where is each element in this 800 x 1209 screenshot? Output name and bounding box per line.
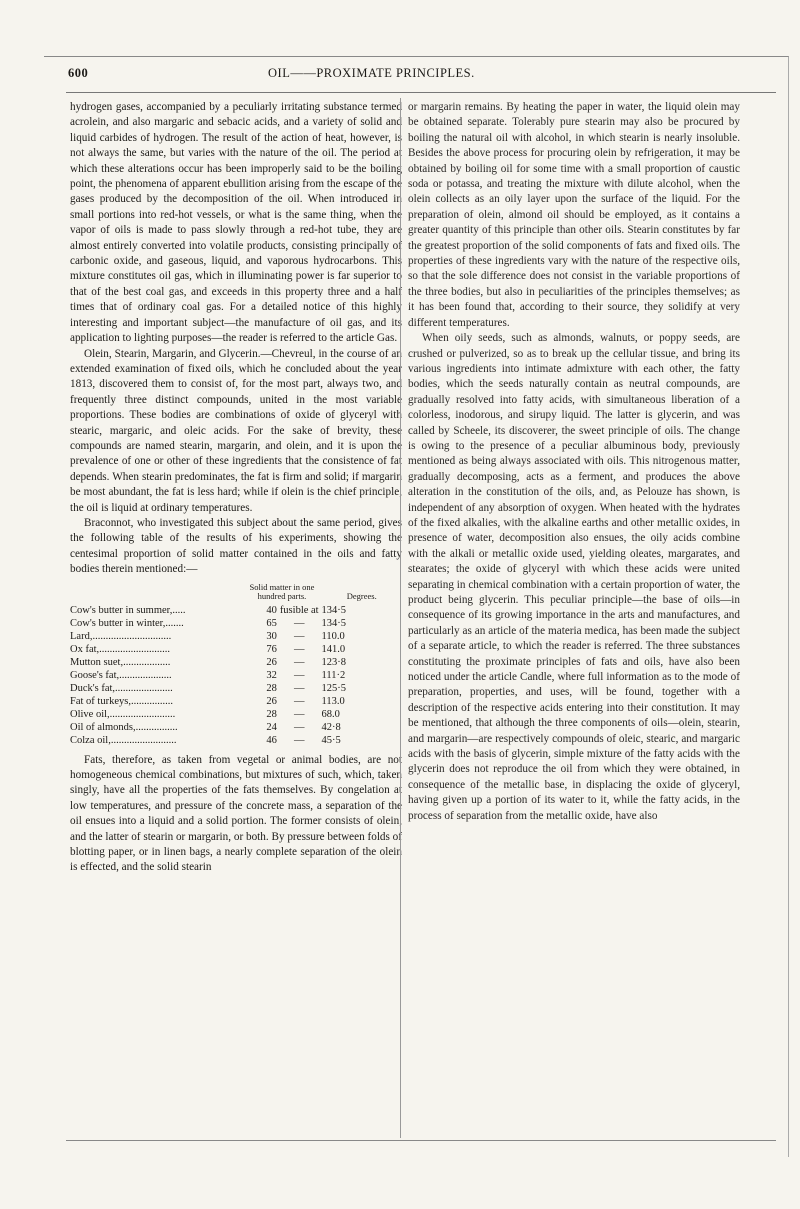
running-title: OIL——PROXIMATE PRINCIPLES. [268, 66, 475, 80]
paragraph: When oily seeds, such as almonds, walnuts, or poppy seeds, are crushed or pulverized, so as to break up the cellular tissue, and bring its various ingredients into intimate admixture with each other, the fatty bodies, which the seeds naturally contain as neutral compounds, are gradually resolved into fatty acids, with simultaneous liberation of a colorless, inodorous, and sirupy liquid. The latter is glycerin, and was called by Scheele, its discoverer, the sweet principle of oils. The change is owing to the presence of a peculiar albuminous body, previously mentioned as being always associated with oils. This nitrogenous matter, gradually decomposing, acts as a ferment, and produces the above alteration in the constitution of the oils, and, as Pelouze has shown, is independent of any absorption of oxygen. When heated with the hydrates of the fixed alkalies, with the alkaline earths and other metallic oxides, in presence of water, decomposition also ensues, the oily acids combine with the alkali or metallic oxide used, yielding oleates, margarates, and stearates; the oxide of glyceryl with which these acids were united separating in chemical combination with a certain proportion of water, the product being glycerin. This peculiar principle—the base of oils—in consequence of its growing importance in the arts and manufactures, and particularly as an article of the materia medica, has been made the subject of a separate article, to which the reader is referred. The three substances constituting the proximate principles of fats and oils, have also been noticed under the article Candle, where full information as to the mode of preparation, properties, and uses, will be found, together with a description of the respective acids entering into their constitution. It may be mentioned, that although the three components of oils—olein, stearin, and margarin—are respectively compounds of oleic, stearic, and margaric acids with the basis of glycerin, simple mixture of the fatty acids with the glycerin does not reproduce the oil from which they were obtained, in consequence of the metallic base, in displacing the oxide of glyceryl, having given up a portion of its water to it, while the fatty acids, in the process of separation from the metallic oxide, have also [408, 332, 740, 822]
table-row [70, 695, 402, 708]
degrees: 111·2 [321, 669, 346, 681]
fat-name: Goose's fat,.................... [70, 669, 172, 681]
degrees: 42·8 [321, 721, 341, 733]
solid-matter: 30 [266, 630, 277, 642]
degrees: 141.0 [321, 643, 346, 655]
solid-matter: 26 [266, 656, 277, 668]
fat-name: Cow's butter in summer,..... [70, 604, 186, 616]
fat-name: Colza oil,......................... [70, 734, 177, 746]
column-divider [400, 98, 401, 1138]
degrees: 110.0 [321, 630, 345, 642]
fat-name: Oil of almonds,................ [70, 721, 178, 733]
degrees: 123·8 [321, 656, 346, 668]
table-row [70, 643, 402, 656]
solid-matter: 32 [266, 669, 277, 681]
solid-matter: 65 [266, 617, 277, 629]
separator: — [293, 682, 305, 694]
separator: — [293, 695, 305, 707]
degrees: 45·5 [321, 734, 341, 746]
solid-matter: 76 [266, 643, 277, 655]
fat-name: Lard,.............................. [70, 630, 172, 642]
table-row [70, 656, 402, 669]
separator: — [293, 643, 305, 655]
paragraph: hydrogen gases, accompanied by a peculiarly irritating substance termed acrolein, and also margaric and sebacic acids, and a variety of solid and liquid carbides of hydrogen. The result of the action of heat, however, is not always the same, but varies with the nature of the oil. The period at which these alterations occur has been improperly said to be the boiling point, the phenomena of apparent ebullition arising from the escape of the gases produced by the decomposition of the oil. When introduced in small portions into red-hot vessels, or what is the same thing, when the vapor of oils is made to pass slowly through a red-hot tube, they are almost entirely converted into volatile products, consisting principally of carbonic oxide, and gaseous, liquid, and vaporous hydrocarbons. This mixture constitutes oil gas, which in illuminating power is far superior to that of the best coal gas, and exceeds in this property three and a half times that of ordinary coal gas. For a detailed notice of this highly interesting and important subject—the manufacture of oil gas, and its application to lighting purposes—the reader is referred to the article Gas. [70, 101, 402, 345]
solid-matter: 28 [266, 708, 277, 720]
table-row [70, 669, 402, 682]
table-row [70, 617, 402, 630]
page-number: 600 [68, 66, 89, 80]
solid-matter: 46 [266, 734, 277, 746]
separator: — [293, 734, 305, 746]
degrees: 134·5 [321, 617, 346, 629]
solid-matter: 24 [266, 721, 277, 733]
degrees: 68.0 [321, 708, 340, 720]
solid-matter: 26 [266, 695, 277, 707]
degrees: 134·5 [321, 604, 346, 616]
fat-name: Duck's fat,...................... [70, 682, 173, 694]
page-header [68, 66, 768, 88]
table-row [70, 630, 402, 643]
solid-matter: 40 [266, 604, 277, 616]
fat-name: Fat of turkeys,................ [70, 695, 173, 707]
degrees: 125·5 [321, 682, 346, 694]
footer-rule [66, 1140, 776, 1141]
right-column [408, 100, 740, 824]
left-column [70, 100, 402, 876]
fat-name: Olive oil,......................... [70, 708, 176, 720]
table-row [70, 721, 402, 734]
separator: — [293, 721, 305, 733]
col-header-solid: Solid matter in one hundred parts. [249, 581, 315, 601]
col-header-degrees: Degrees. [346, 590, 377, 601]
separator: — [293, 617, 305, 629]
separator: — [293, 669, 305, 681]
paragraph: or margarin remains. By heating the paper in water, the liquid olein may be obtained separate. Tolerably pure stearin may also be procured by boiling the natural oil with alcohol, in which stearin is nearly insoluble. Besides the above process for procuring olein by refrigeration, it may be obtained by boiling oil for some time with a small proportion of caustic soda or potassa, and treating the mixture with dilute alcohol, when the olein collects as an oily layer upon the surface of the liquid. For the preparation of olein, almond oil should be employed, as it contains a greater quantity of this principle than other oils. Stearin constitutes by far the greatest proportion of the solid components of fats and fixed oils. The properties of these ingredients vary with the nature of the respective oils, so that the sole difference does not consist in the variable proportions of the three bodies, but also in peculiarities of the principles themselves; as it has been found that, according to their source, they solidify at very different temperatures. [408, 101, 740, 329]
paragraph: Braconnot, who investigated this subject about the same period, gives the following table of the results of his experiments, showing the centesimal proportion of solid matter contained in the oils and fatty bodies therein mentioned:— [70, 516, 402, 576]
table-row [70, 604, 402, 617]
fat-name: Mutton suet,.................. [70, 656, 171, 668]
braconnot-table [70, 582, 402, 747]
fat-name: Ox fat,........................... [70, 643, 171, 655]
separator: — [293, 708, 305, 720]
separator: fusible at [279, 604, 319, 616]
table-row [70, 734, 402, 747]
table-row [70, 682, 402, 695]
separator: — [293, 656, 305, 668]
paragraph: Olein, Stearin, Margarin, and Glycerin.—Chevreul, in the course of an extended examination of fixed oils, which he concluded about the year 1813, discovered them to consist of, for the most part, always two, and frequently three distinct compounds, united in the most variable proportions. These bodies are combinations of oxide of glyceryl with stearic, margaric, and oleic acids. For the sake of brevity, these compounds are named stearin, margarin, and olein, and it is upon the prevalence of one or other of these ingredients that the consistence of fat depends. When stearin predominates, the fat is firm and solid; if margarin be most abundant, the fat is less hard; while if olein is the chief principle, the oil is liquid at ordinary temperatures. [70, 347, 402, 514]
degrees: 113.0 [321, 695, 345, 707]
header-rule [66, 92, 776, 93]
separator: — [293, 630, 305, 642]
fat-name: Cow's butter in winter,....... [70, 617, 184, 629]
paragraph: Fats, therefore, as taken from vegetal or animal bodies, are not homogeneous chemical combinations, but mixtures of such, which, taken singly, have all the properties of the fats themselves. By congelation at low temperatures, and pressure of the concrete mass, a separation of the oil ensues into a liquid and a solid portion. The former consists of olein, and the latter of stearin or margarin, or both. By pressure between folds of blotting paper, or in linen bags, a nearly complete separation of the olein is effected, and the solid stearin [70, 753, 402, 874]
table-row [70, 708, 402, 721]
solid-matter: 28 [266, 682, 277, 694]
